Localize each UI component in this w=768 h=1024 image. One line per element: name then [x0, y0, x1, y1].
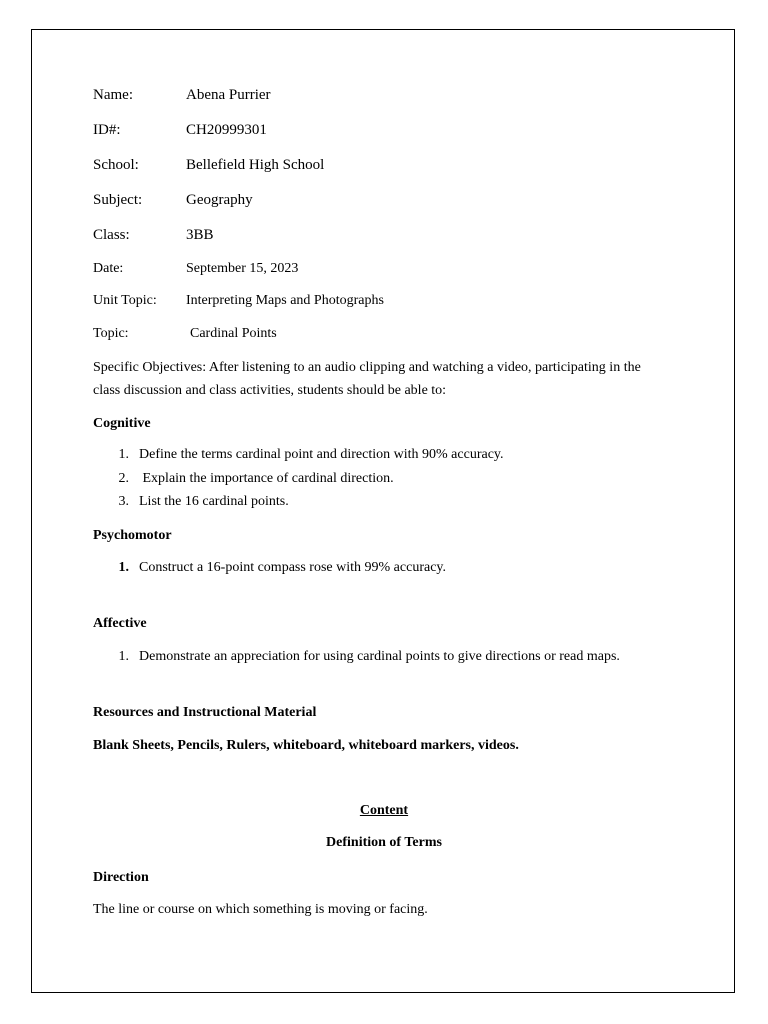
psychomotor-heading: Psychomotor: [93, 528, 172, 543]
list-number: 2.: [118, 471, 129, 486]
list-text: Explain the importance of cardinal direction.: [139, 471, 394, 486]
term-heading: Direction: [93, 870, 149, 885]
topic-label: Topic:: [93, 326, 129, 341]
list-text: Define the terms cardinal point and direction with 90% accuracy.: [139, 447, 504, 462]
class-value: 3BB: [186, 227, 214, 243]
subject-label: Subject:: [93, 192, 143, 208]
resources-items: Blank Sheets, Pencils, Rulers, whiteboard, whiteboard markers, videos.: [93, 738, 519, 753]
subject-value: Geography: [186, 192, 253, 208]
class-label: Class:: [93, 227, 130, 243]
id-label: ID#:: [93, 122, 121, 138]
objectives-intro: Specific Objectives: After listening to an audio clipping and watching a video, participating in the class discussion and class activities, students should be able to:: [93, 360, 641, 398]
list-number: 1.: [118, 447, 129, 462]
list-text: Demonstrate an appreciation for using cardinal points to give directions or read maps.: [139, 649, 620, 664]
list-text: Construct a 16-point compass rose with 99% accuracy.: [139, 560, 447, 575]
name-value: Abena Purrier: [186, 87, 271, 103]
resources-heading: Resources and Instructional Material: [93, 705, 317, 720]
list-number: 1.: [118, 649, 129, 664]
topic-value: Cardinal Points: [190, 326, 277, 341]
definition-of-terms-heading: Definition of Terms: [326, 835, 442, 850]
name-label: Name:: [93, 87, 133, 103]
cognitive-heading: Cognitive: [93, 416, 151, 431]
affective-heading: Affective: [93, 616, 147, 631]
date-value: September 15, 2023: [186, 261, 299, 276]
term-definition: The line or course on which something is moving or facing.: [93, 902, 428, 917]
id-value: CH20999301: [186, 122, 267, 138]
unit-topic-label: Unit Topic:: [93, 293, 157, 308]
content-heading: Content: [359, 803, 409, 818]
unit-topic-value: Interpreting Maps and Photographs: [186, 293, 384, 308]
school-label: School:: [93, 157, 139, 173]
school-value: Bellefield High School: [186, 157, 325, 173]
list-number: 3.: [118, 494, 129, 509]
list-number: 1.: [118, 560, 129, 575]
list-text: List the 16 cardinal points.: [139, 494, 289, 509]
date-label: Date:: [93, 261, 124, 276]
